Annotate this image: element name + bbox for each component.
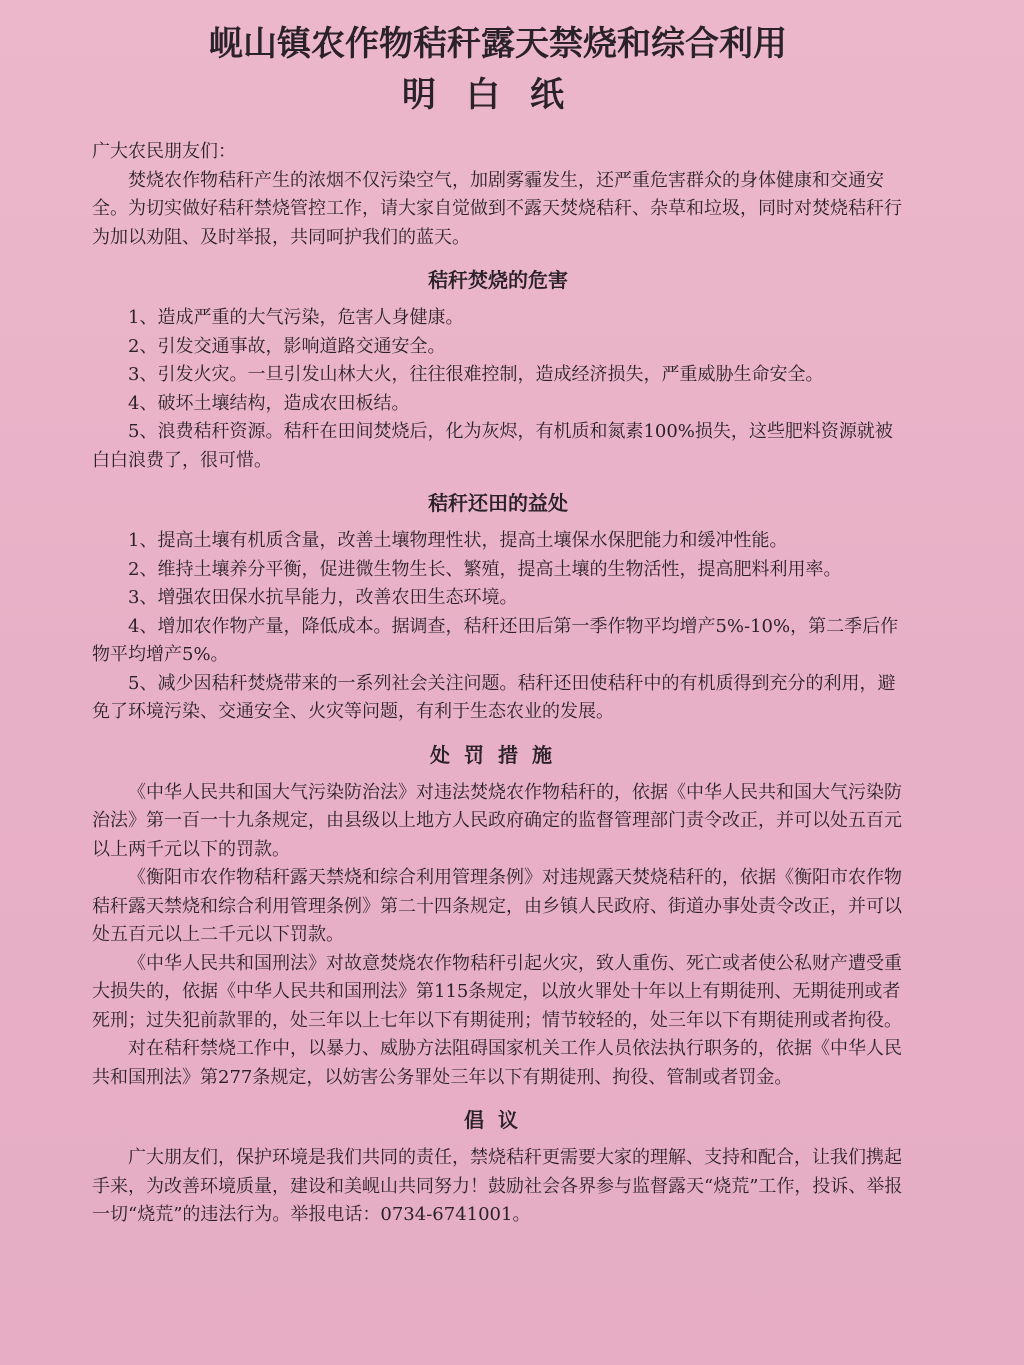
list-item: 2、维持土壤养分平衡，促进微生物生长、繁殖，提高土壤的生物活性，提高肥料利用率。 <box>128 558 842 580</box>
list-item: 5、浪费秸秆资源。秸秆在田间焚烧后，化为灰烬，有机质和氮素100%损失，这些肥料资源就被白白浪费了，很可惜。 <box>92 421 893 471</box>
list-item: 4、增加农作物产量，降低成本。据调查，秸秆还田后第一季作物平均增产5%-10%，第二季后作物平均增产5%。 <box>92 615 899 665</box>
section-heading-penalties: 处罚措施 <box>430 742 566 767</box>
greeting: 广大农民朋友们： <box>92 141 236 162</box>
list-item: 1、提高土壤有机质含量，改善土壤物理性状，提高土壤保水保肥能力和缓冲性能。 <box>128 530 788 551</box>
penalty-paragraph: 《中华人民共和国刑法》对故意焚烧农作物秸秆引起火灾，致人重伤、死亡或者使公私财产遭受重大损失的，依据《中华人民共和国刑法》第115条规定，以放火罪处十年以上有期徒刑、无期徒刑或者死刑；过失犯前款罪的，处三年以上七年以下有期徒刑；情节较轻的，处三年以下有期徒刑或者拘役。 <box>92 952 902 1031</box>
list-item: 4、破坏土壤结构，造成农田板结。 <box>128 392 410 414</box>
list-item: 1、造成严重的大气污染，危害人身健康。 <box>128 307 464 328</box>
penalty-paragraph: 《中华人民共和国大气污染防治法》对违法焚烧农作物秸秆的，依据《中华人民共和国大气污染防治法》第一百一十九条规定，由县级以上地方人民政府确定的监督管理部门责令改正，并可以处五百元以上两千元以下的罚款。 <box>92 781 902 860</box>
section-heading-hazards: 秸秆焚烧的危害 <box>428 268 568 292</box>
list-item: 5、减少因秸秆焚烧带来的一系列社会关注问题。秸秆还田使秸秆中的有机质得到充分的利用，避免了环境污染、交通安全、火灾等问题，有利于生态农业的发展。 <box>92 672 896 722</box>
hazards-list <box>92 304 904 475</box>
document-body <box>92 138 904 1230</box>
list-item: 2、引发交通事故，影响道路交通安全。 <box>128 335 446 357</box>
list-item: 3、引发火灾。一旦引发山林大火，往往很难控制，造成经济损失，严重威胁生命安全。 <box>128 364 824 385</box>
penalties-list <box>92 779 904 1093</box>
document-title: 岘山镇农作物秸秆露天禁烧和综合利用 <box>209 24 787 64</box>
list-item: 3、增强农田保水抗旱能力，改善农田生态环境。 <box>128 587 518 608</box>
section-heading-benefits: 秸秆还田的益处 <box>428 491 568 515</box>
proposal-paragraph: 广大朋友们，保护环境是我们共同的责任，禁烧秸秆更需要大家的理解、支持和配合，让我们携起手来，为改善环境质量，建设和美岘山共同努力！鼓励社会各界参与监督露天“烧荒”工作，投诉、举报一切“烧荒”的违法行为。举报电话：0734-6741001。 <box>92 1147 903 1225</box>
intro-paragraph: 焚烧农作物秸秆产生的浓烟不仅污染空气，加剧雾霾发生，还严重危害群众的身体健康和交通安全。为切实做好秸秆禁烧管控工作，请大家自觉做到不露天焚烧秸秆、杂草和垃圾，同时对焚烧秸秆行为加以劝阻、及时举报，共同呵护我们的蓝天。 <box>92 169 902 248</box>
document-subtitle: 明白纸 <box>402 75 594 115</box>
penalty-paragraph: 《衡阳市农作物秸秆露天禁烧和综合利用管理条例》对违规露天焚烧秸秆的，依据《衡阳市农作物秸秆露天禁烧和综合利用管理条例》第二十四条规定，由乡镇人民政府、街道办事处责令改正，并可以处五百元以上二千元以下罚款。 <box>92 867 902 945</box>
benefits-list <box>92 527 904 727</box>
penalty-paragraph: 对在秸秆禁烧工作中，以暴力、威胁方法阻碍国家机关工作人员依法执行职务的，依据《中华人民共和国刑法》第277条规定，以妨害公务罪处三年以下有期徒刑、拘役、管制或者罚金。 <box>92 1038 902 1088</box>
section-heading-proposal: 倡议 <box>464 1108 532 1132</box>
